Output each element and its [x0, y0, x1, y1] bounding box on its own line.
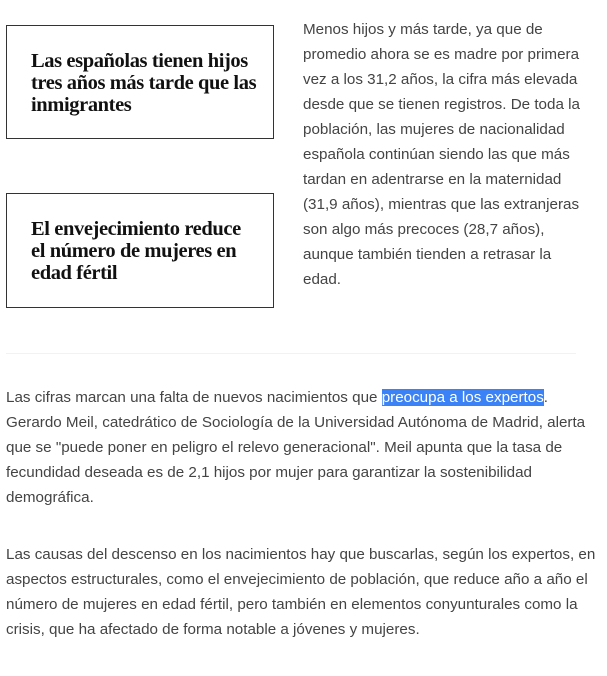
article-paragraph-2: Las causas del descenso en los nacimientos hay que buscarlas, según los expertos, en aspectos estructurales, como el envejecimiento de población, que reduce año a año el número de mujeres en edad fértil, pero también en elementos conyunturales como la crisis, que ha afectado de forma notable a jóvenes y mujeres. — [6, 546, 596, 638]
article-side-paragraph: Menos hijos y más tarde, ya que de promedio ahora se es madre por primera vez a los 31,2 años, la cifra más elevada desde que se tienen registros. De toda la población, las mujeres de nacionalidad española continúan siendo las que más tardan en adentrarse en la maternidad (31,9 años), mientras que las extranjeras son algo más precoces (28,7 años), aunque también tienden a retrasar la edad. — [303, 21, 580, 288]
paragraph-1-text-end: . Gerardo Meil, catedrático de Sociología de la Universidad Autónoma de Madrid, alerta que se "puede poner en peligro el relevo generacional". Meil apunta que la tasa de fecundidad deseada es de 2,1 hijos por mujer para garantizar la sostenibilidad demográfica. — [6, 389, 586, 506]
article-paragraph-1 — [6, 385, 596, 510]
related-article-title-2[interactable]: El envejecimiento reduce el número de mujeres en edad fértil — [31, 218, 241, 284]
section-divider — [6, 353, 576, 354]
expertos-link[interactable]: preocupa a los expertos — [381, 389, 544, 406]
related-article-card-1[interactable] — [6, 25, 274, 139]
paragraph-1-text-start: Las cifras marcan una falta de nuevos nacimientos que — [6, 389, 382, 406]
related-article-card-2[interactable] — [6, 193, 274, 308]
related-article-title-1[interactable]: Las españolas tienen hijos tres años más tarde que las inmigrantes — [31, 50, 257, 116]
